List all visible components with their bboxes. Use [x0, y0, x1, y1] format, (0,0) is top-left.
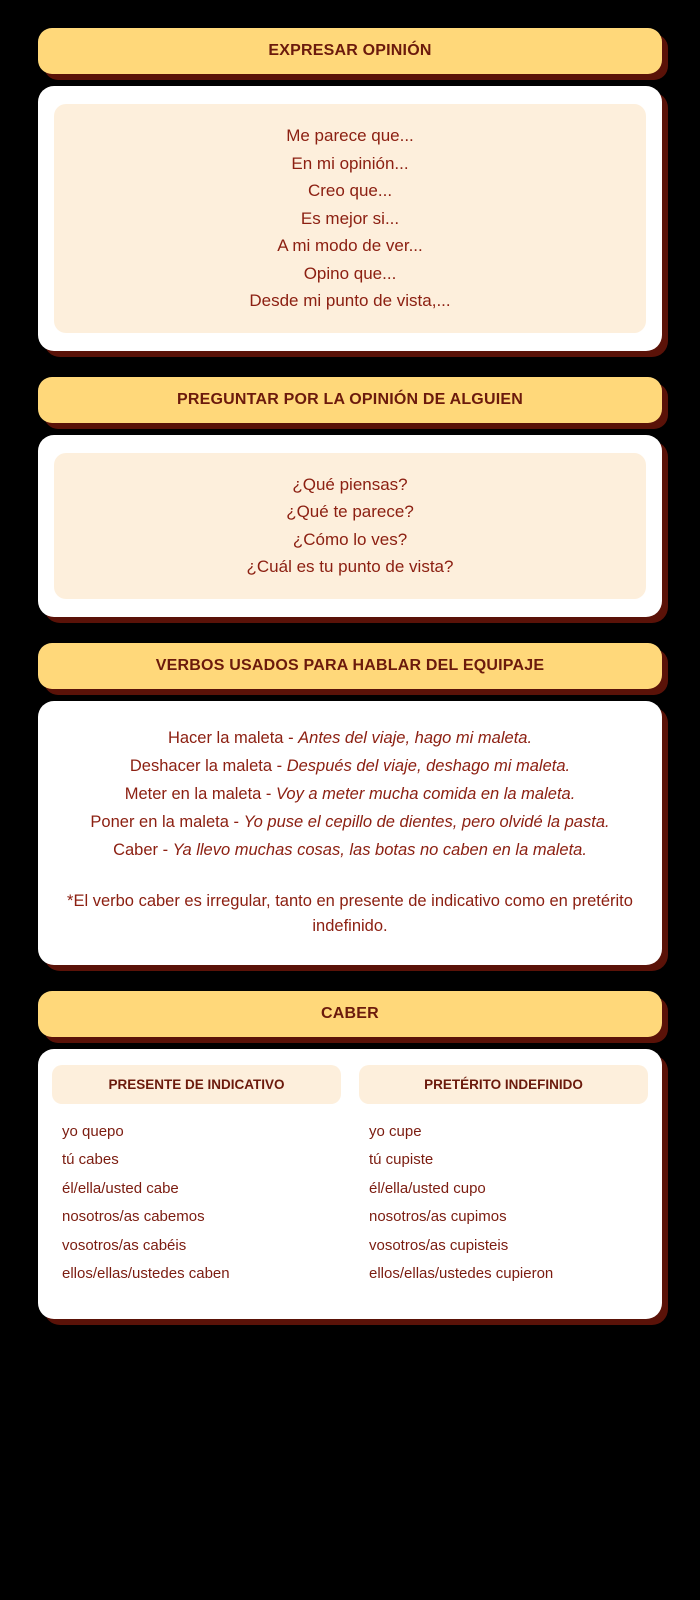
conjugation-form: tú cabes	[62, 1151, 119, 1169]
conjugation-form: vosotros/as cupisteis	[369, 1236, 509, 1254]
phrase-item: Desde mi punto de vista,...	[249, 291, 451, 311]
verb-example: Ya llevo muchas cosas, las botas no caben en la maleta.	[172, 841, 587, 860]
section-card-preguntar-opinion	[38, 435, 662, 617]
conjugation-title-preterito: PRETÉRITO INDEFINIDO	[359, 1065, 648, 1104]
phrase-item: Creo que...	[307, 181, 393, 201]
verb-item	[64, 781, 636, 807]
phrase-item: ¿Cuál es tu punto de vista?	[246, 557, 454, 577]
conjugation-form: tú cupiste	[369, 1151, 434, 1169]
conjugation-form: nosotros/as cupimos	[369, 1208, 507, 1226]
verb-item	[64, 837, 636, 863]
section-card-verbos-equipaje	[38, 701, 662, 965]
section-caber	[34, 991, 666, 1319]
phrase-item: ¿Cómo lo ves?	[292, 529, 408, 549]
conjugation-form: yo quepo	[62, 1122, 124, 1140]
verb-label: Meter en la maleta -	[124, 784, 277, 803]
conjugation-form: ellos/ellas/ustedes cupieron	[369, 1265, 554, 1283]
verb-label: Poner en la maleta -	[90, 813, 244, 832]
conjugation-form: vosotros/as cabéis	[62, 1236, 187, 1254]
verb-list	[54, 719, 646, 863]
verb-item	[64, 753, 636, 779]
verb-example: Antes del viaje, hago mi maleta.	[298, 728, 533, 747]
verb-example: Yo puse el cepillo de dientes, pero olvidé la pasta.	[243, 813, 610, 832]
verb-item	[64, 809, 636, 835]
verb-example: Voy a meter mucha comida en la maleta.	[276, 784, 576, 803]
verb-item	[64, 725, 636, 751]
phrase-item: Es mejor si...	[300, 208, 400, 228]
section-header-preguntar-opinion: PREGUNTAR POR LA OPINIÓN DE ALGUIEN	[38, 377, 662, 423]
verb-label: Caber -	[113, 841, 173, 860]
phrase-item: A mi modo de ver...	[277, 236, 423, 256]
section-header-expresar-opinion: EXPRESAR OPINIÓN	[38, 28, 662, 74]
conjugation-form: él/ella/usted cabe	[62, 1179, 179, 1197]
conjugation-form: ellos/ellas/ustedes caben	[62, 1265, 230, 1283]
section-preguntar-opinion	[34, 377, 666, 617]
phrase-item: ¿Qué te parece?	[286, 502, 414, 522]
verb-label: Deshacer la maleta -	[129, 756, 287, 775]
verb-label: Hacer la maleta -	[167, 728, 299, 747]
section-card-expresar-opinion	[38, 86, 662, 351]
section-header-caber: CABER	[38, 991, 662, 1037]
phrase-list-preguntar-opinion	[54, 453, 646, 599]
conjugation-column-presente	[52, 1065, 341, 1289]
section-verbos-equipaje	[34, 643, 666, 965]
phrase-item: Me parece que...	[286, 126, 414, 145]
conjugation-title-presente: PRESENTE DE INDICATIVO	[52, 1065, 341, 1104]
section-card-caber	[38, 1049, 662, 1319]
section-header-verbos-equipaje: VERBOS USADOS PARA HABLAR DEL EQUIPAJE	[38, 643, 662, 689]
verb-example: Después del viaje, deshago mi maleta.	[286, 756, 571, 775]
verb-note: *El verbo caber es irregular, tanto en presente de indicativo como en pretérito indefinido.	[67, 892, 633, 935]
phrase-item: ¿Qué piensas?	[292, 474, 408, 494]
conjugation-column-preterito	[359, 1065, 648, 1289]
section-expresar-opinion	[34, 28, 666, 351]
phrase-item: En mi opinión...	[291, 153, 409, 173]
phrase-item: Opino que...	[303, 263, 397, 283]
conjugation-form: él/ella/usted cupo	[369, 1179, 486, 1197]
conjugation-form: yo cupe	[369, 1122, 422, 1140]
phrase-list-expresar-opinion	[54, 104, 646, 333]
conjugation-form: nosotros/as cabemos	[62, 1208, 205, 1226]
